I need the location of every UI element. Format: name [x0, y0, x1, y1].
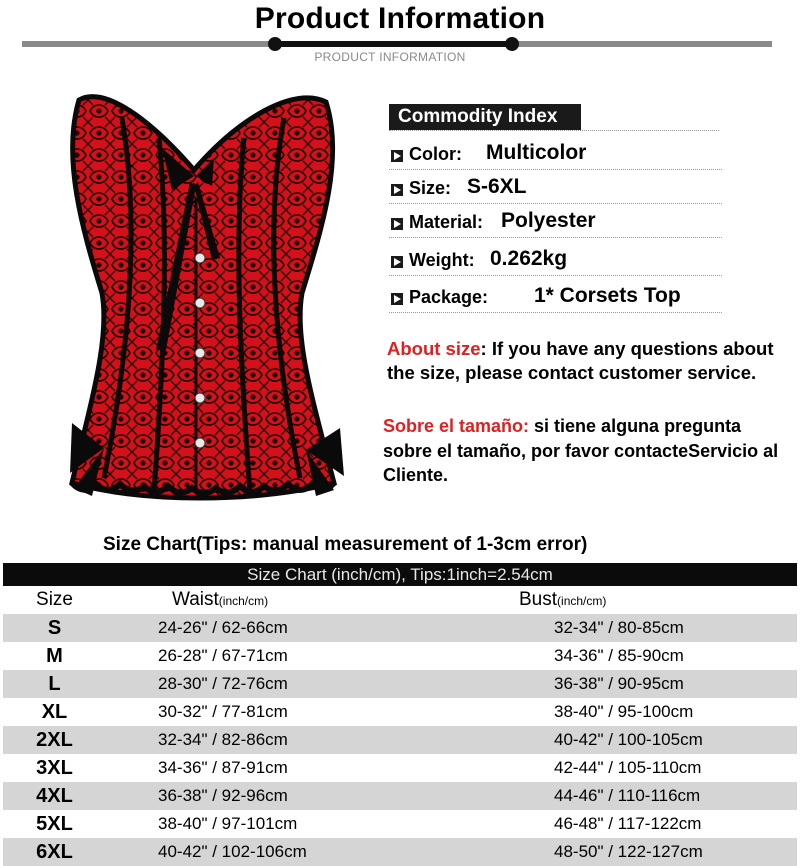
product-image — [44, 78, 356, 518]
size-chart-header-row — [3, 586, 797, 614]
spec-material — [389, 205, 722, 238]
waist-cell: 26-28" / 67-71cm — [158, 646, 288, 665]
table-row — [3, 698, 797, 726]
spec-value: 1* Corsets Top — [534, 284, 681, 307]
size-cell: 2XL — [3, 726, 106, 754]
bust-cell: 32-34" / 80-85cm — [444, 614, 797, 642]
arrow-icon — [391, 150, 403, 162]
spec-label: Color: — [409, 144, 462, 164]
waist-unit: (inch/cm) — [218, 594, 269, 608]
about-size-label: About size — [387, 338, 481, 359]
bust-cell: 34-36" / 85-90cm — [554, 646, 684, 665]
size-chart-table — [3, 586, 797, 866]
page-title: Product Information — [254, 2, 546, 35]
waist-cell: 28-30" / 72-76cm — [106, 670, 444, 698]
size-chart-banner: Size Chart (inch/cm), Tips:1inch=2.54cm — [3, 563, 797, 586]
table-row — [3, 810, 797, 838]
size-cell: XL — [41, 700, 68, 723]
table-row — [3, 726, 797, 754]
bust-cell: 46-48" / 117-122cm — [554, 814, 702, 833]
bust-cell: 42-44" / 105-110cm — [554, 758, 702, 777]
commodity-index-heading: Commodity Index — [389, 104, 581, 130]
spec-label: Size: — [409, 178, 452, 198]
waist-cell: 40-42" / 102-106cm — [106, 838, 444, 866]
header-dot-left — [268, 37, 282, 51]
col-header-waist — [106, 586, 444, 614]
spec-value: Polyester — [501, 209, 596, 232]
spec-label: Weight: — [409, 250, 475, 270]
sobre-tamano-note — [383, 414, 783, 488]
bust-unit: (inch/cm) — [557, 594, 607, 608]
spec-value: Multicolor — [486, 141, 587, 164]
waist-cell: 32-34" / 82-86cm — [106, 726, 444, 754]
about-size-text: : If you have any questions about the size, please contact customer service. — [387, 338, 774, 383]
waist-cell: 24-26" / 62-66cm — [106, 614, 444, 642]
table-row — [3, 754, 797, 782]
table-row — [3, 670, 797, 698]
commodity-divider — [389, 130, 719, 131]
header-dot-right — [505, 37, 519, 51]
waist-cell: 34-36" / 87-91cm — [158, 758, 288, 777]
size-cell: 5XL — [36, 812, 73, 835]
table-row — [3, 838, 797, 866]
waist-cell: 38-40" / 97-101cm — [158, 814, 298, 833]
spec-package — [389, 280, 722, 313]
table-row — [3, 642, 797, 670]
size-cell: M — [46, 644, 63, 667]
waist-cell: 30-32" / 77-81cm — [158, 702, 288, 721]
col-header-size: Size — [36, 589, 73, 610]
arrow-icon — [391, 293, 403, 305]
arrow-icon — [391, 256, 403, 268]
spec-color — [389, 137, 722, 170]
waist-cell: 36-38" / 92-96cm — [106, 782, 444, 810]
waist-label: Waist — [172, 589, 219, 610]
size-cell: 6XL — [3, 838, 106, 866]
table-row — [3, 614, 797, 642]
page-subtitle: PRODUCT INFORMATION — [314, 50, 466, 64]
spec-weight — [389, 243, 722, 276]
size-chart-title: Size Chart(Tips: manual measurement of 1-3cm error) — [103, 534, 588, 555]
bust-cell: 48-50" / 122-127cm — [444, 838, 797, 866]
sobre-tamano-label: Sobre el tamaño: — [383, 416, 530, 436]
spec-value: S-6XL — [467, 175, 527, 198]
bust-cell: 36-38" / 90-95cm — [444, 670, 797, 698]
col-header-bust — [444, 586, 797, 614]
size-cell: 4XL — [3, 782, 106, 810]
spec-value: 0.262kg — [490, 247, 568, 270]
arrow-icon — [391, 218, 403, 230]
bust-label: Bust — [519, 589, 558, 610]
spec-label: Material: — [409, 212, 484, 232]
header-divider-accent — [275, 41, 512, 47]
arrow-icon — [391, 184, 403, 196]
size-cell: L — [3, 670, 106, 698]
table-row — [3, 782, 797, 810]
bust-cell: 44-46" / 110-116cm — [444, 782, 797, 810]
about-size-note — [387, 337, 787, 385]
sobre-tamano-text: si tiene alguna pregunta sobre el tamaño, por favor contacteServicio al Cliente. — [383, 416, 779, 485]
bust-cell: 38-40" / 95-100cm — [554, 702, 694, 721]
size-cell: 3XL — [36, 756, 73, 779]
spec-label: Package: — [409, 287, 489, 307]
size-cell: S — [3, 614, 106, 642]
spec-size — [389, 171, 722, 204]
bust-cell: 40-42" / 100-105cm — [444, 726, 797, 754]
